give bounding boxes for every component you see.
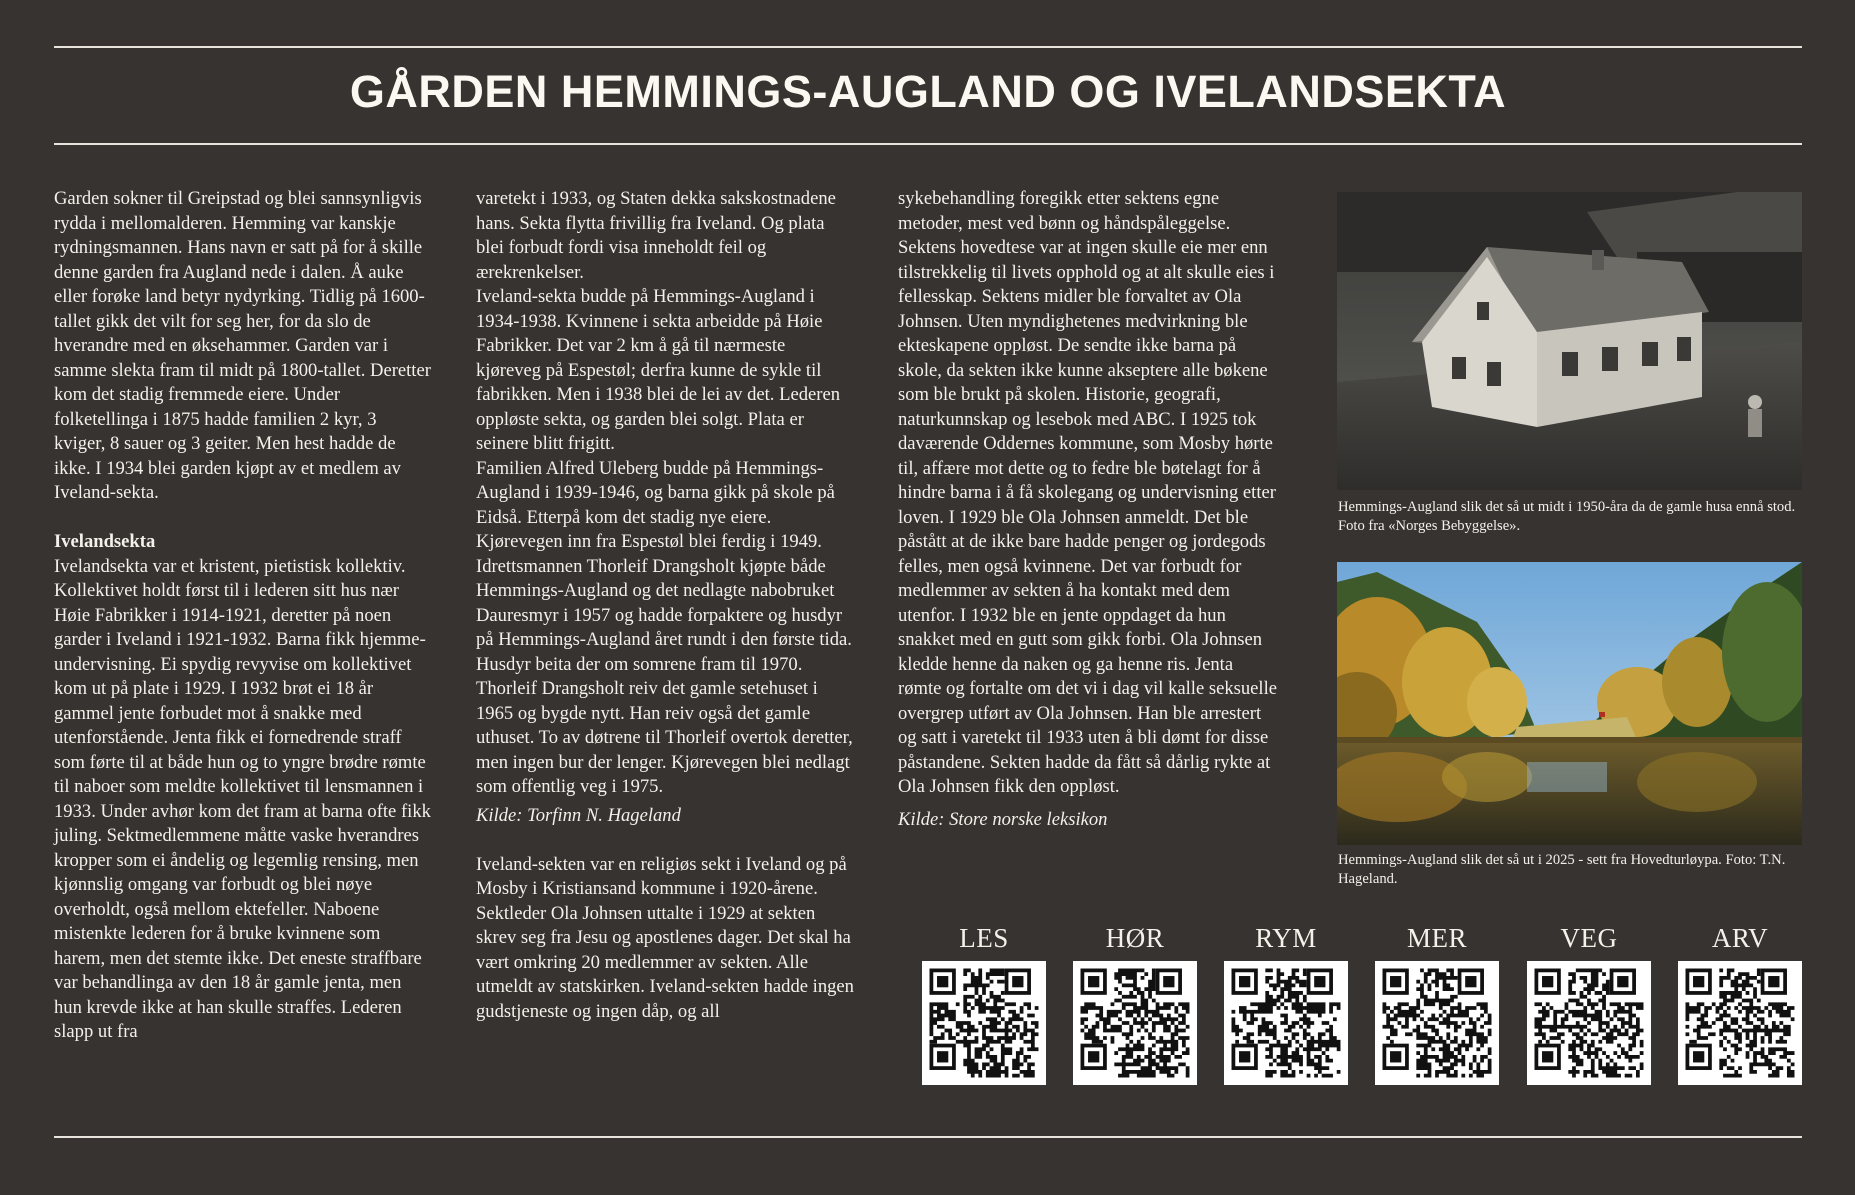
sect-history-paragraph: Ivelandsekta var et kristent, pietistisk kollektiv. Kollektivet holdt først til i lederen sitt hus nær Høie Fabrikker i 1914-1921, deretter på noen garder i Iveland i 1921-1932. Barna fikk hjemme-undervisning. Ei spydig revyvise om kollektivet kom ut på plate i 1929. I 1932 brøt ei 18 år gammel jente forbudet mot å snakke med utenforstående. Jenta fikk ei fornedrende straff som førte til at både hun og to yngre brødre rømte til naboer som meldte kollektivet til lensmannen i 1933. Under avhør kom det fram at barna ofte fikk juling. Sektmedlemmene måtte vaske hverandres kropper som ei åndelig og legemlig rensing, men kjønnslig omgang var forbudt og blei nøye overholdt, også mellom ektefeller. Naboene mistenkte lederen for å bruke kvinnene som harem, men det stemte ikke. Det eneste straffbare var behandlinga av den 18 år gamle jenta, men hun krevde ikke at han skulle straffes. Lederen slapp ut fra (54, 555, 431, 1042)
qr-label: VEG (1560, 923, 1618, 953)
encyclopedia-paragraph: Iveland-sekten var en religiøs sekt i Iveland og på Mosby i Kristiansand kommune i 1920-årene. Sektleder Ola Johnsen uttalte i 1929 at sekten skrev seg fra Jesu og apostlenes dager. Det skal ha vært omkring 20 medlemmer av sekten. Alle utmeldt av statskirken. Iveland-sekten hadde ingen gudstjeneste og ingen dåp, og all (476, 853, 854, 1022)
encyclopedia-continuation-paragraph: sykebehandling foregikk etter sektens egne metoder, mest ved bønn og håndspåleggelse. Sektens hovedtese var at ingen skulle eie mer enn tilstrekkelig til livets opphold og at alt skulle eies i fellesskap. Sektens midler ble forvaltet av Ola Johnsen. Uten myndighetenes medvirkning ble ekteskapene oppløst. De sendte ikke barna på skole, da sekten ikke kunne akseptere alle bøkene som ble brukt på skolen. Historie, geografi, naturkunnskap og lesebok med ABC. I 1925 tok daværende Oddernes kommune, som Mosby hørte til, affære mot dette og to fedre ble bøtelagt for å hindre barna i å få skolegang og undervisning etter loven. I 1929 ble Ola Johnsen anmeldt. Det ble påstått at de ikke bare hadde penger og jordegods felles, men også kvinnene. Det var forbudt for medlemmer av sekten å ha kontakt med dem utenfor. I 1932 ble en jente oppdaget da hun snakket med en gutt som gikk forbi. Ola Johnsen kledde henne da naken og ga henne ris. Jenta rømte og fortalte om det vi i dag vil kalle seksuelle overgrep utført av Ola Johnsen. Han ble arrestert og satt i varetekt til 1933 uten å bli dømt for disse påstandene. Sekten hadde da fått så dårlig rykte at Ola Johnsen fikk den oppløst. (898, 188, 1278, 797)
title-divider (54, 143, 1802, 145)
farmhouse-photo-illustration (1337, 192, 1802, 490)
qr-block-les[interactable] (922, 921, 1046, 1085)
qr-label: LES (959, 923, 1009, 953)
qr-label: ARV (1711, 923, 1769, 953)
qr-block-hør[interactable] (1073, 921, 1197, 1085)
text-column-2 (476, 187, 854, 1024)
intro-paragraph: Garden sokner til Greipstad og blei sannsynligvis rydda i mellomalderen. Hemming var kanskje rydningsmannen. Hans navn er satt på for å skille denne garden fra Augland nede i dalen. Å auke eller forøke land betyr nydyrking. Tidlig på 1600-tallet gikk det vilt for seg her, for da slo de hverandre med en øksehammer. Garden var i samme slekta fram til midt på 1800-tallet. Deretter kom det stadig fremmede eiere. Under folketellinga i 1875 hadde familien 2 kyr, 3 kviger, 8 sauer og 3 geiter. Men hest hadde de ikke. I 1934 blei garden kjøpt av et medlem av Iveland-sekta. (54, 188, 431, 503)
modern-photo-caption: Hemmings-Augland slik det så ut i 2025 - sett fra Hovedturløypa. Foto: T.N. Hageland. (1338, 852, 1786, 887)
page-title: GÅRDEN HEMMINGS-AUGLAND OG IVELANDSEKTA (349, 66, 1507, 117)
qr-block-veg[interactable] (1527, 921, 1651, 1085)
qr-code-icon[interactable] (1073, 961, 1197, 1085)
source-citation: Kilde: Torfinn N. Hageland (476, 804, 681, 826)
qr-block-rym[interactable] (1224, 921, 1348, 1085)
qr-code-icon[interactable] (922, 961, 1046, 1085)
qr-label: RYM (1255, 923, 1317, 953)
text-column-3 (898, 187, 1278, 832)
section-heading: Ivelandsekta (54, 531, 156, 552)
qr-code-icon[interactable] (1375, 961, 1499, 1085)
top-divider (54, 46, 1802, 48)
qr-code-icon[interactable] (1678, 961, 1802, 1085)
qr-block-mer[interactable] (1375, 921, 1499, 1085)
text-column-1 (54, 187, 432, 1045)
modern-lake-photo (1337, 562, 1802, 845)
historic-photo-caption: Hemmings-Augland slik det så ut midt i 1950-åra da de gamle husa ennå stod. Foto fra «Norges Bebyggelse». (1338, 499, 1796, 534)
autumn-lake-photo-illustration (1337, 562, 1802, 845)
bottom-divider (54, 1136, 1802, 1138)
later-owners-paragraph: Familien Alfred Uleberg budde på Hemmings-Augland i 1939-1946, og barna gikk på skole på Eidså. Etterpå kom det stadig nye eiere. Kjørevegen inn fra Espestøl blei ferdig i 1949. Idrettsmannen Thorleif Drangsholt kjøpte både Hemmings-Augland og det nedlagte nabobruket Dauresmyr i 1957 og hadde forpaktere og husdyr på Hemmings-Augland året rundt i den første tida. Husdyr beita der om somrene fram til 1970. Thorleif Drangsholt reiv det gamle setehuset i 1965 og bygde nytt. Han reiv også det gamle uthuset. To av døtrene til Thorleif overtok deretter, men ingen bur der lenger. Kjørevegen blei nedlagt som offentlig veg i 1975. (476, 457, 853, 797)
qr-code-icon[interactable] (1224, 961, 1348, 1085)
historic-farm-photo (1337, 192, 1802, 490)
qr-code-icon[interactable] (1527, 961, 1651, 1085)
source-citation: Kilde: Store norske leksikon (898, 808, 1108, 830)
qr-label: HØR (1105, 923, 1165, 953)
qr-block-arv[interactable] (1678, 921, 1802, 1085)
sect-at-farm-paragraph: Iveland-sekta budde på Hemmings-Augland i 1934-1938. Kvinnene i sekta arbeidde på Høie Fabrikker. Det var 2 km å gå til nærmeste kjøreveg på Espestøl; derfra kunne de sykle til fabrikken. Men i 1938 blei de lei av det. Lederen oppløste sekta, og garden blei solgt. Plata er seinere blitt frigitt. (476, 286, 840, 454)
continuation-paragraph: varetekt i 1933, og Staten dekka sakskostnadene hans. Sekta flytta frivillig fra Iveland. Og plata blei forbudt fordi visa inneholdt feil og ærekrenkelser. (476, 188, 836, 283)
qr-label: MER (1406, 923, 1467, 953)
